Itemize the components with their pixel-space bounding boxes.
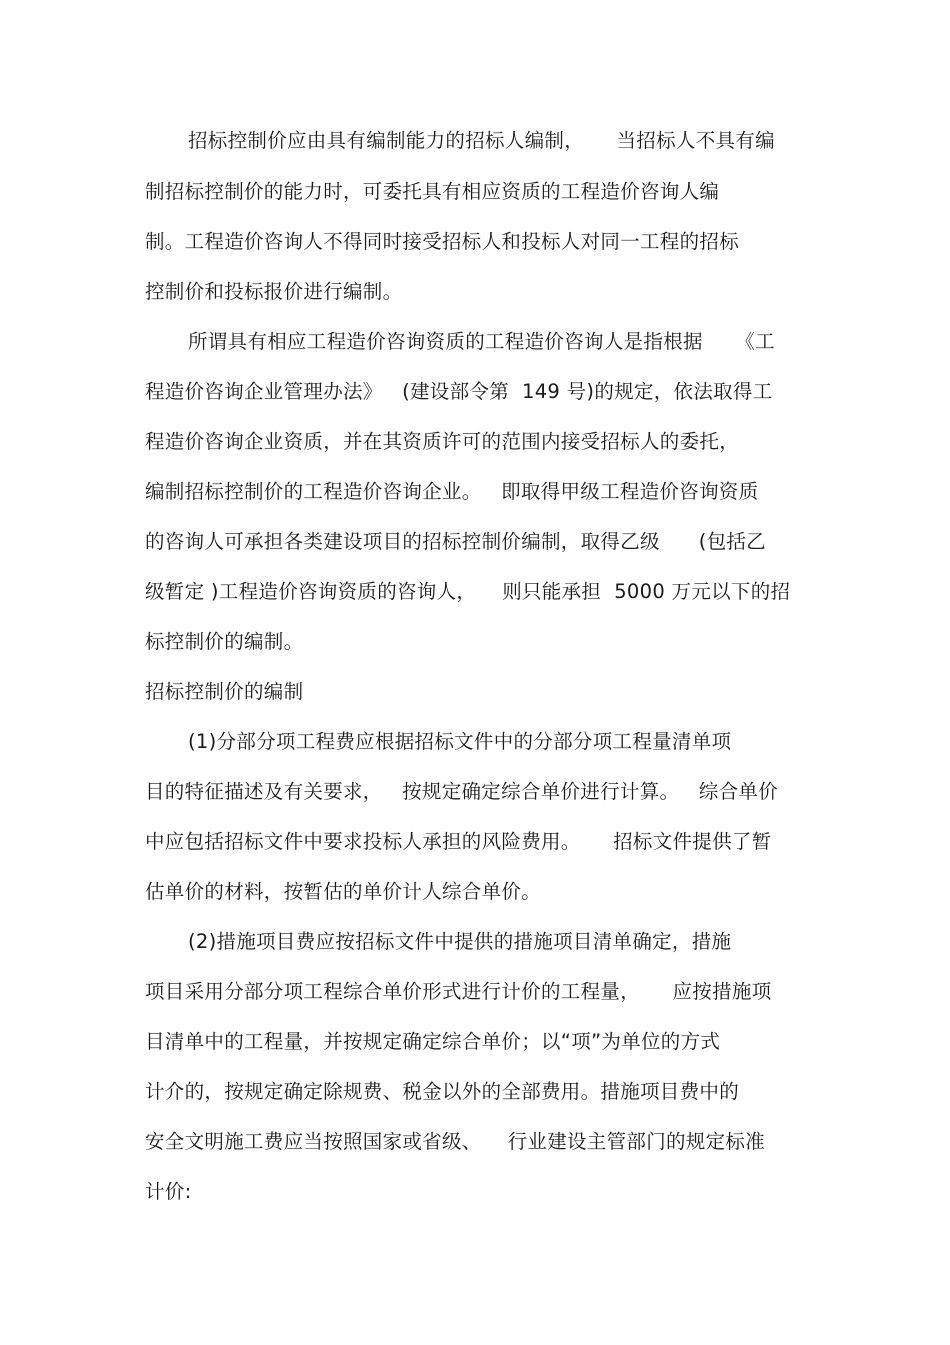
- text-line: 目的特征描述及有关要求， 按规定确定综合单价进行计算。 综合单价: [145, 780, 778, 803]
- text-line: 中应包括招标文件中要求投标人承担的风险费用。 招标文件提供了暂: [145, 830, 772, 853]
- text-line: 程造价咨询企业资质，并在其资质许可的范围内接受招标人的委托，: [145, 430, 740, 453]
- text-line: 编制招标控制价的工程造价咨询企业。 即取得甲级工程造价咨询资质: [145, 480, 759, 503]
- text-line: (2)措施项目费应按招标文件中提供的措施项目清单确定，措施: [188, 930, 732, 953]
- text-line: 计价:: [145, 1180, 192, 1203]
- text-line: 目清单中的工程量，并按规定确定综合单价；以“项”为单位的方式: [145, 1030, 721, 1053]
- section-heading: 招标控制价的编制: [145, 680, 304, 703]
- text-line: 级暂定 )工程造价咨询资质的咨询人， 则只能承担 5000 万元以下的招: [145, 580, 791, 603]
- text-line: 所谓具有相应工程造价咨询资质的工程造价咨询人是指根据 《工: [188, 330, 775, 353]
- text-line: 项目采用分部分项工程综合单价形式进行计价的工程量， 应按措施项: [145, 980, 772, 1003]
- text-line: 标控制价的编制。: [145, 630, 304, 653]
- text-line: 招标控制价应由具有编制能力的招标人编制， 当招标人不具有编: [188, 129, 775, 152]
- text-line: 安全文明施工费应当按照国家或省级、 行业建设主管部门的规定标准: [145, 1130, 765, 1153]
- text-line: 制。工程造价咨询人不得同时接受招标人和投标人对同一工程的招标: [145, 230, 740, 253]
- text-line: 控制价和投标报价进行编制。: [145, 280, 403, 303]
- text-line: 计介的，按规定确定除规费、税金以外的全部费用。措施项目费中的: [145, 1080, 740, 1103]
- text-line: 制招标控制价的能力时，可委托具有相应资质的工程造价咨询人编: [145, 180, 720, 203]
- text-line: 的咨询人可承担各类建设项目的招标控制价编制，取得乙级 (包括乙: [145, 530, 767, 553]
- text-line: 程造价咨询企业管理办法》 (建设部令第 149 号)的规定，依法取得工: [145, 380, 773, 403]
- text-line: 估单价的材料，按暂估的单价计人综合单价。: [145, 880, 542, 903]
- text-line: (1)分部分项工程费应根据招标文件中的分部分项工程量清单项: [188, 730, 732, 753]
